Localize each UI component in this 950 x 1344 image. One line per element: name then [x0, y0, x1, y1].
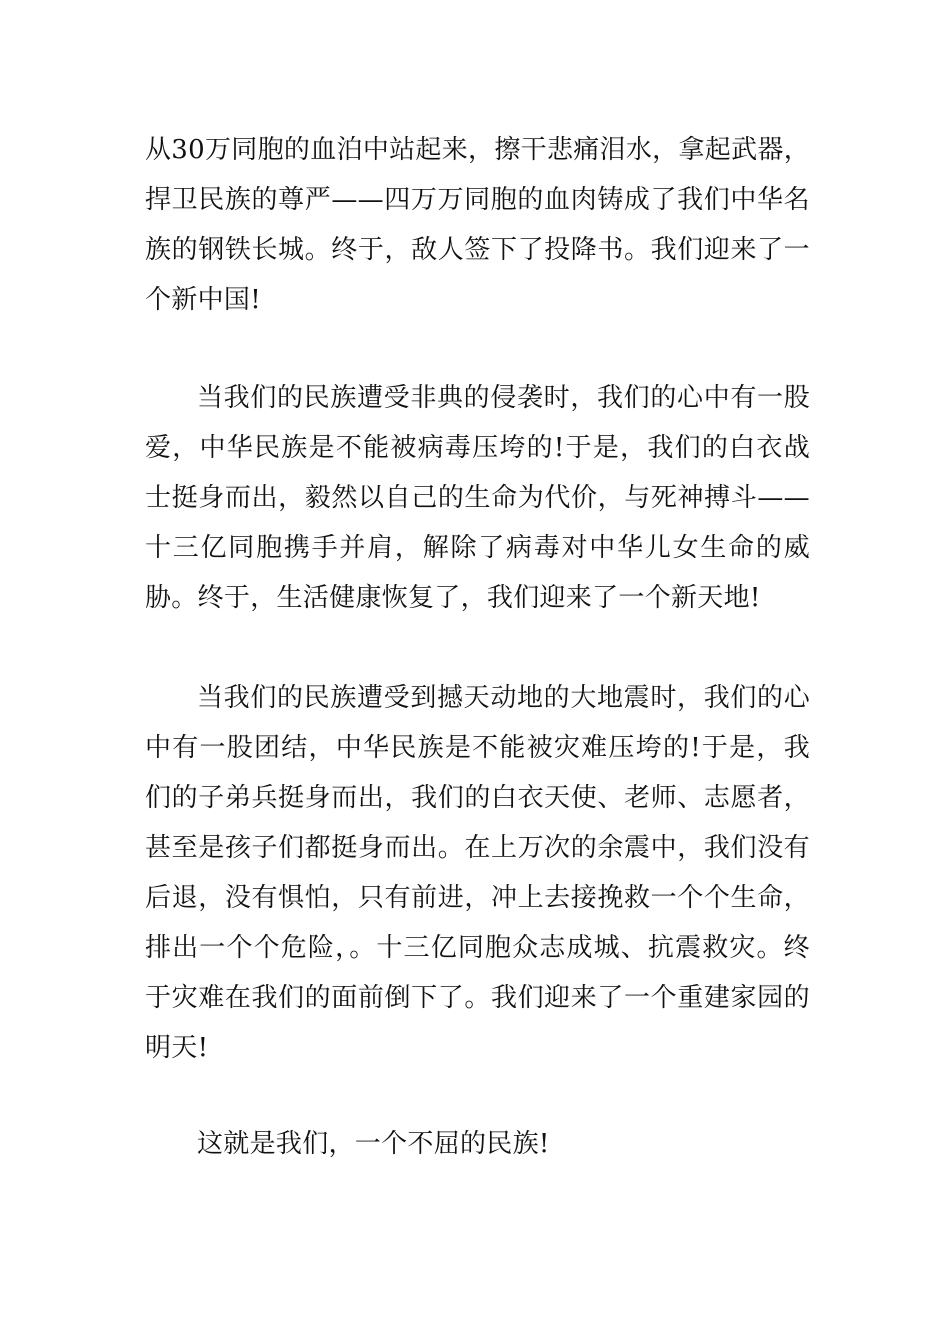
paragraph-earthquake: 当我们的民族遭受到撼天动地的大地震时，我们的心中有一股团结，中华民族是不能被灾难压垮的!于是，我们的子弟兵挺身而出，我们的白衣天使、老师、志愿者，甚至是孩子们都挺身而出。在上万次的余震中，我们没有后退，没有惧怕，只有前进，冲上去接挽救一个个生命，排出一个个危险，。十三亿同胞众志成城、抗震救灾。终于灾难在我们的面前倒下了。我们迎来了一个重建家园的明天!	[145, 683, 810, 1063]
paragraph-sars: 当我们的民族遭受非典的侵袭时，我们的心中有一股爱，中华民族是不能被病毒压垮的!于是，我们的白衣战士挺身而出，毅然以自己的生命为代价，与死神搏斗——十三亿同胞携手并肩，解除了病毒对中华儿女生命的威胁。终于，生活健康恢复了，我们迎来了一个新天地!	[145, 383, 810, 613]
paragraph-conclusion: 这就是我们，一个不屈的民族!	[197, 1129, 550, 1159]
paragraph-continuation: 从30万同胞的血泊中站起来，擦干悲痛泪水，拿起武器，捍卫民族的尊严——四万万同胞的血肉铸成了我们中华名族的钢铁长城。终于，敌人签下了投降书。我们迎来了一个新中国!	[145, 135, 810, 315]
